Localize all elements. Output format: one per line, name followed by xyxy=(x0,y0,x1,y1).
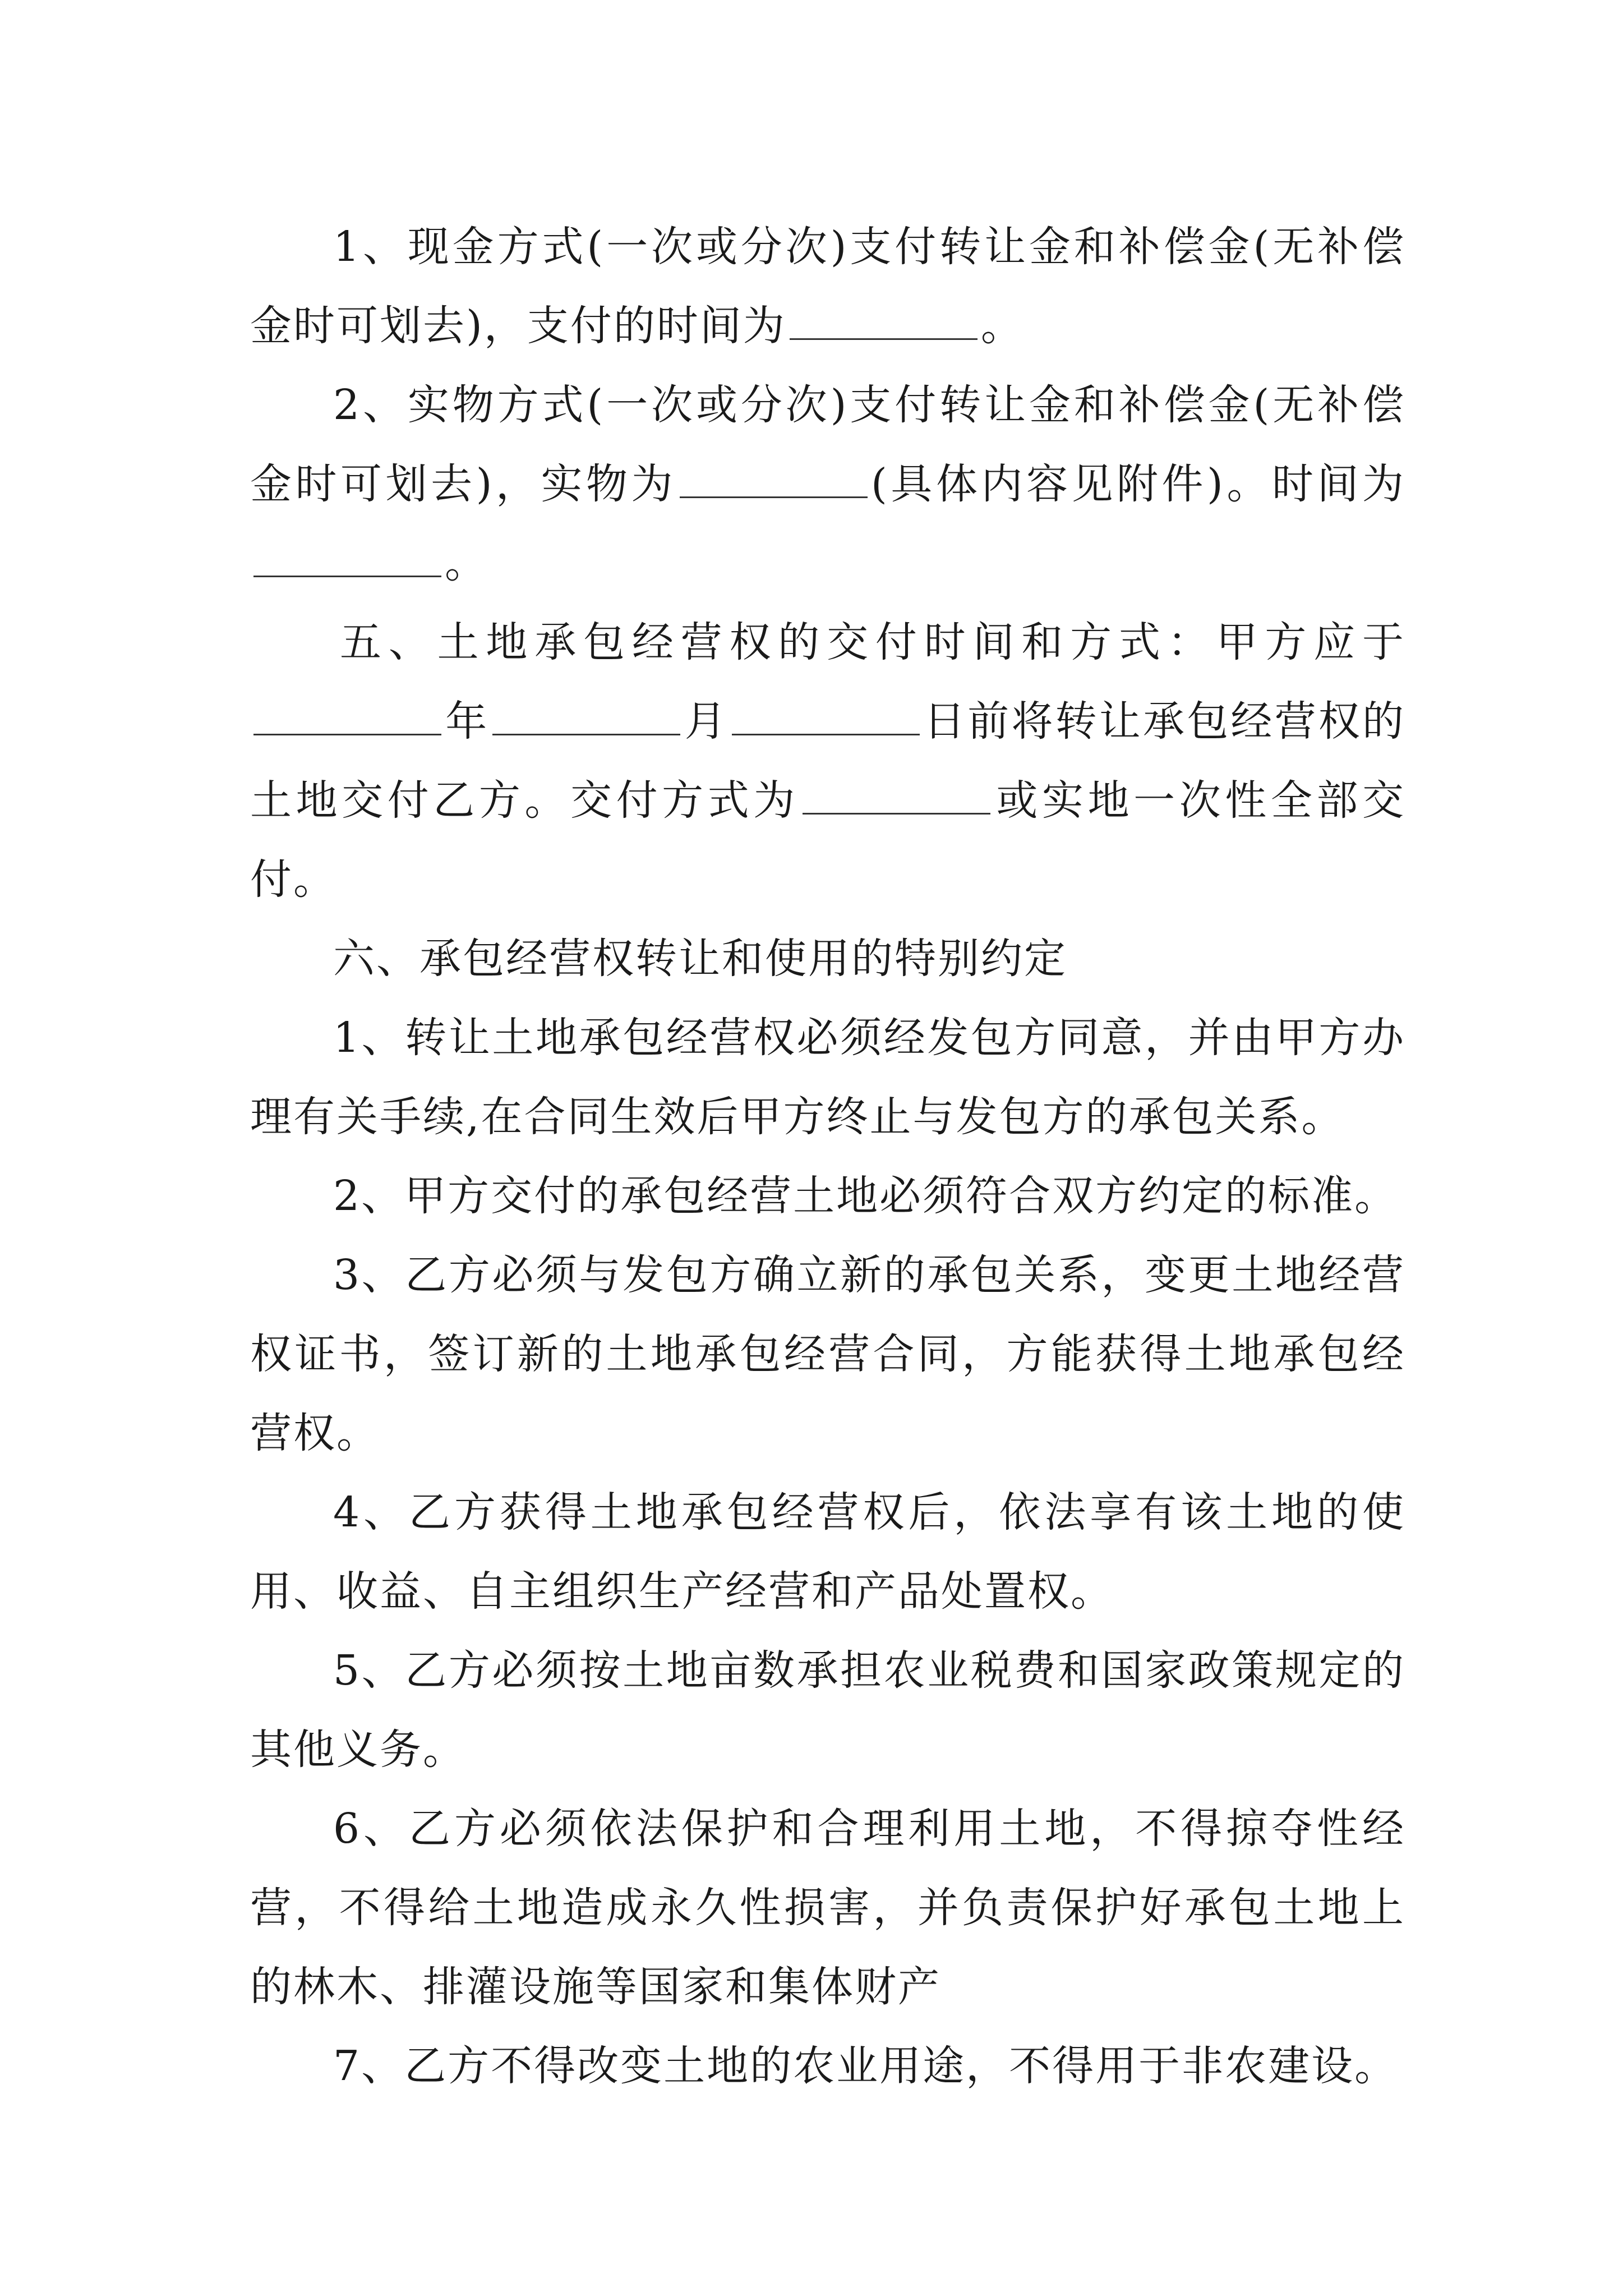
paragraph-text: 4、乙方获得土地承包经营权后，依法享有该土地的使用、收益、自主组织生产经营和产品处置权。 xyxy=(250,1488,1405,1616)
paragraph-text: 月 xyxy=(684,697,728,746)
paragraph-text: 2、甲方交付的承包经营土地必须符合双方约定的标准。 xyxy=(333,1172,1398,1220)
paragraph-p3 xyxy=(250,603,1405,919)
paragraph-text: 。 xyxy=(980,302,1024,350)
paragraph-p10 xyxy=(250,1789,1405,2027)
fill-in-blank xyxy=(732,692,920,735)
paragraph-p4 xyxy=(250,919,1405,999)
paragraph-text: 或实地一次性全部交付。 xyxy=(250,776,1406,904)
paragraph-text: 1、现金方式(一次或分次)支付转让金和补偿金(无补偿金时可划去)，支付的时间为 xyxy=(250,223,1405,350)
paragraph-text: 5、乙方必须按土地亩数承担农业税费和国家政策规定的其他义务。 xyxy=(250,1646,1405,1774)
paragraph-text: 年 xyxy=(445,697,490,746)
paragraph-text: 1、转让土地承包经营权必须经发包方同意，并由甲方办理有关手续,在合同生效后甲方终止与发包方的承包关系。 xyxy=(250,1014,1405,1141)
paragraph-text: 2、实物方式(一次或分次)支付转让金和补偿金(无补偿金时可划去)，实物为 xyxy=(250,381,1405,508)
paragraph-text: 六、承包经营权转让和使用的特别约定 xyxy=(333,935,1067,983)
document-body xyxy=(250,208,1405,2106)
paragraph-text: 3、乙方必须与发包方确立新的承包关系，变更土地经营权证书，签订新的土地承包经营合同，方能获得土地承包经营权。 xyxy=(250,1251,1405,1457)
paragraph-p8 xyxy=(250,1473,1405,1631)
paragraph-p5 xyxy=(250,999,1405,1157)
fill-in-blank xyxy=(803,771,990,815)
fill-in-blank xyxy=(680,455,868,498)
paragraph-p9 xyxy=(250,1631,1405,1789)
paragraph-p7 xyxy=(250,1236,1405,1473)
paragraph-text: 7、乙方不得改变土地的农业用途，不得用于非农建设。 xyxy=(333,2042,1398,2090)
fill-in-blank xyxy=(253,692,441,735)
paragraph-p11 xyxy=(250,2027,1405,2106)
fill-in-blank xyxy=(253,534,441,577)
paragraph-p1 xyxy=(250,208,1405,366)
paragraph-text: 。 xyxy=(445,539,488,587)
paragraph-text: (具体内容见附件)。时间为 xyxy=(871,460,1405,508)
fill-in-blank xyxy=(492,692,680,735)
paragraph-p6 xyxy=(250,1157,1405,1236)
paragraph-p2 xyxy=(250,366,1405,603)
paragraph-text: 日前将转让承包经营权的土地交付乙方。交付方式为 xyxy=(250,697,1406,825)
paragraph-text: 6、乙方必须依法保护和合理利用土地，不得掠夺性经营，不得给土地造成永久性损害，并负责保护好承包土地上的林木、排灌设施等国家和集体财产 xyxy=(250,1805,1405,2011)
paragraph-text: 五、土地承包经营权的交付时间和方式：甲方应于 xyxy=(340,618,1405,666)
fill-in-blank xyxy=(790,297,978,340)
